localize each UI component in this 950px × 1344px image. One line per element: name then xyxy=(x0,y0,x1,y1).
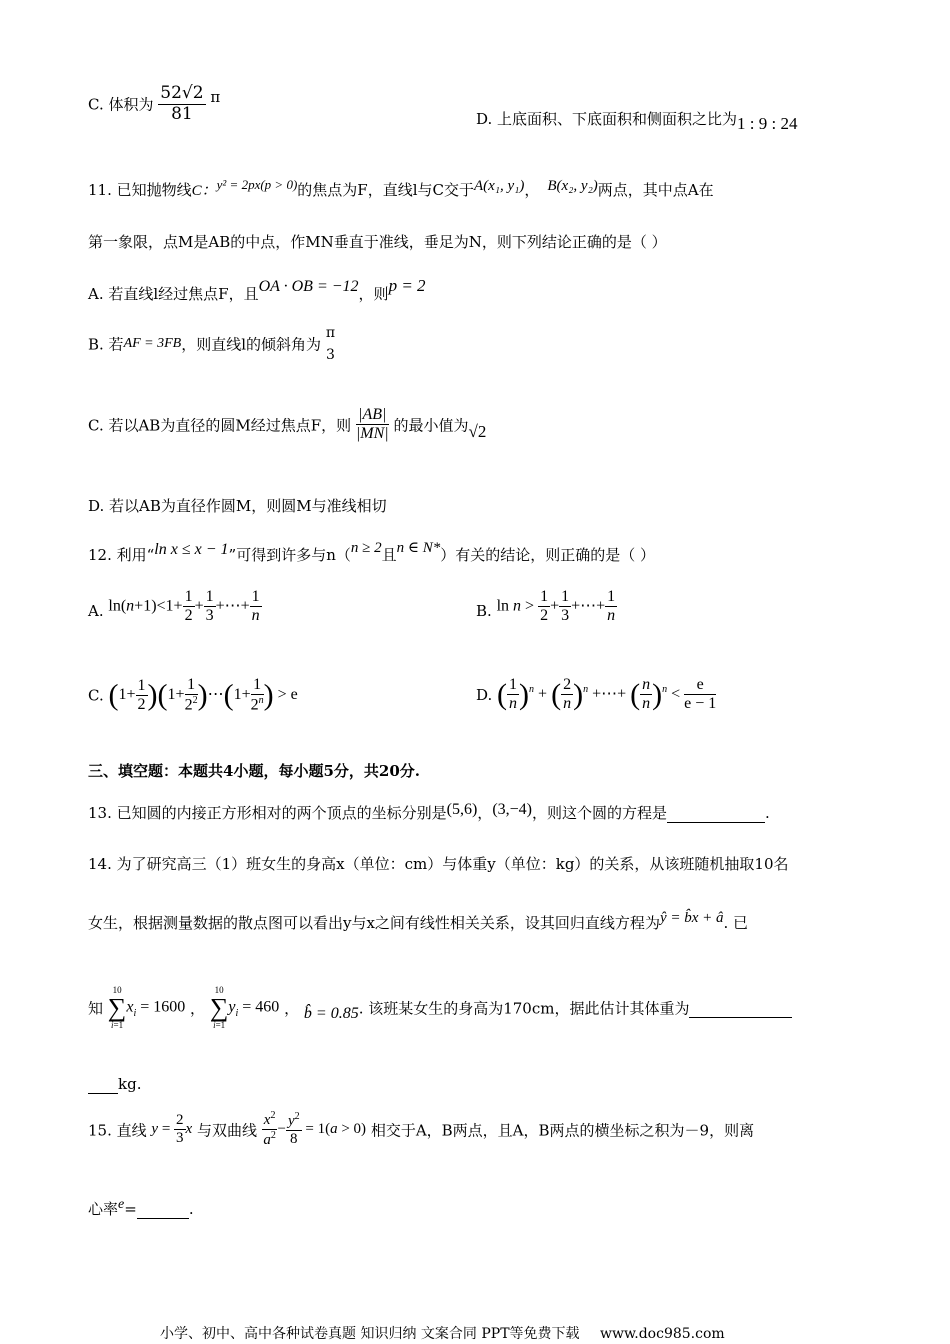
q15-line-equation: y = $\frac{2}{3}$ x xyxy=(151,1112,193,1147)
q12-d-expression: ( $\frac{1}{n}$ )$^n$ + ( $\frac{2}{n}$ )$^n$ +⋯+ ( $\frac{n}{n}$ )$^n$ < $\frac{e}{e - 1}$ xyxy=(497,676,717,713)
footer-url[interactable]: www.doc985.com xyxy=(599,1326,725,1342)
q13: 13. 已知圆的内接正方形相对的两个顶点的坐标分别是(5,6)，(3,−4)，则这个圆的方程是 . xyxy=(88,801,770,822)
q10-option-c: C. 体积为 $\frac{52√2}{81}$ π xyxy=(88,83,221,124)
section3-title: 三、填空题：本题共4小题，每小题5分，共20分. xyxy=(88,762,420,780)
q12-c-expression: (1+ $\frac{1}{2}$ )(1+ $\frac{1}{2^2}$ )⋯(1+ $\frac{1}{2^n}$ ) > e xyxy=(108,676,298,714)
q12-a-expression: ln(n+1)<1+ $\frac{1}{2}$ + $\frac{1}{3}$ +⋯+ $\frac{1}{n}$ xyxy=(108,588,260,625)
q14-line1: 14. 为了研究高三（1）班女生的身高x（单位：cm）与体重y（单位：kg）的关系，从该班随机抽取10名 xyxy=(88,855,789,873)
q11-stem-line2: 第一象限，点M是AB的中点，作MN垂直于准线，垂足为N，则下列结论正确的是（ ） xyxy=(88,233,667,251)
q14-answer-blank-2[interactable] xyxy=(88,1075,118,1094)
q13-answer-blank[interactable] xyxy=(667,804,765,823)
q11-stem-line1: 11. 已知抛物线C：y² = 2px(p > 0)的焦点为F，直线l与C交于A(x₁, y₁)， B(x₂, y₂)两点，其中点A在 xyxy=(88,177,714,199)
q11-c-ratio-fraction: $\frac{|AB|}{|MN|}$ xyxy=(355,406,389,443)
q14-sum-x: 10 ∑ i=1 $x_i = 1600$ xyxy=(107,985,186,1030)
q11-option-b: B. 若AF = 3FB，则直线l的倾斜角为 π 3 xyxy=(88,325,336,364)
q14-line3: 知 10 ∑ i=1 $x_i = 1600$ ， 10 ∑ i=1 $y_i = 460$ ， b̂ = 0.85. 该班某女生的身高为170cm，据此估计其体重为 xyxy=(88,986,792,1030)
footer xyxy=(160,1323,725,1343)
q12-option-d: D. ( $\frac{1}{n}$ )$^n$ + ( $\frac{2}{n}$ )$^n$ +⋯+ ( $\frac{n}{n}$ )$^n$ < $\frac{e}{e - 1}$ xyxy=(476,676,717,713)
q12-option-a: A. ln(n+1)<1+ $\frac{1}{2}$ + $\frac{1}{3}$ +⋯+ $\frac{1}{n}$ xyxy=(88,588,260,625)
q15-answer-blank[interactable] xyxy=(137,1200,189,1219)
q14-sum-y: 10 ∑ i=1 $y_i = 460$ xyxy=(209,985,280,1030)
q10-c-volume-fraction: $\frac{52√2}{81}$ xyxy=(160,83,204,124)
q11-option-d: D. 若以AB为直径作圆M，则圆M与准线相切 xyxy=(88,497,387,515)
q11-option-c: C. 若以AB为直径的圆M经过焦点F，则 $\frac{|AB|}{|MN|}$ 的最小值为√2 xyxy=(88,406,487,443)
q14-answer-blank-1[interactable] xyxy=(689,999,792,1018)
footer-text: 小学、初中、高中各种试卷真题 知识归纳 文案合同 PPT等免费下载 xyxy=(160,1326,580,1342)
q12-option-b: B. ln n > $\frac{1}{2}$ + $\frac{1}{3}$ +⋯+ $\frac{1}{n}$ xyxy=(476,588,616,625)
q11-option-a: A. 若直线l经过焦点F，且OA · OB = −12，则p = 2 xyxy=(88,276,426,303)
q14-line2: 女生，根据测量数据的散点图可以看出y与x之间有线性相关关系，设其回归直线方程为ŷ = b̂x + â. 已 xyxy=(88,910,749,932)
q12-stem: 12. 利用“ln x ≤ x − 1”可得到许多与n（n ≥ 2且n ∈ N*）有关的结论，则正确的是（ ） xyxy=(88,540,656,564)
q15-line1: 15. 直线 y = $\frac{2}{3}$ x 与双曲线 $\frac{x^2}{a^2}$ − $\frac{y^2}{8}$ = 1(a > 0) 相交于A，B两点，且A，B两点的横坐标之积为－9，则离 xyxy=(88,1110,755,1149)
q10-option-d: D. 上底面积、下底面积和侧面积之比为1 : 9 : 24 xyxy=(476,110,798,133)
q14-line4: kg. xyxy=(88,1075,141,1094)
q15-hyperbola-equation: $\frac{x^2}{a^2}$ − $\frac{y^2}{8}$ = 1(a > 0) xyxy=(263,1110,367,1149)
q12-option-c: C. (1+ $\frac{1}{2}$ )(1+ $\frac{1}{2^2}$ )⋯(1+ $\frac{1}{2^n}$ ) > e xyxy=(88,676,298,714)
q15-line2: 心率e= . xyxy=(88,1197,194,1218)
q12-b-expression: ln n > $\frac{1}{2}$ + $\frac{1}{3}$ +⋯+ $\frac{1}{n}$ xyxy=(496,588,616,625)
q11-b-angle-fraction: π 3 xyxy=(325,325,336,364)
